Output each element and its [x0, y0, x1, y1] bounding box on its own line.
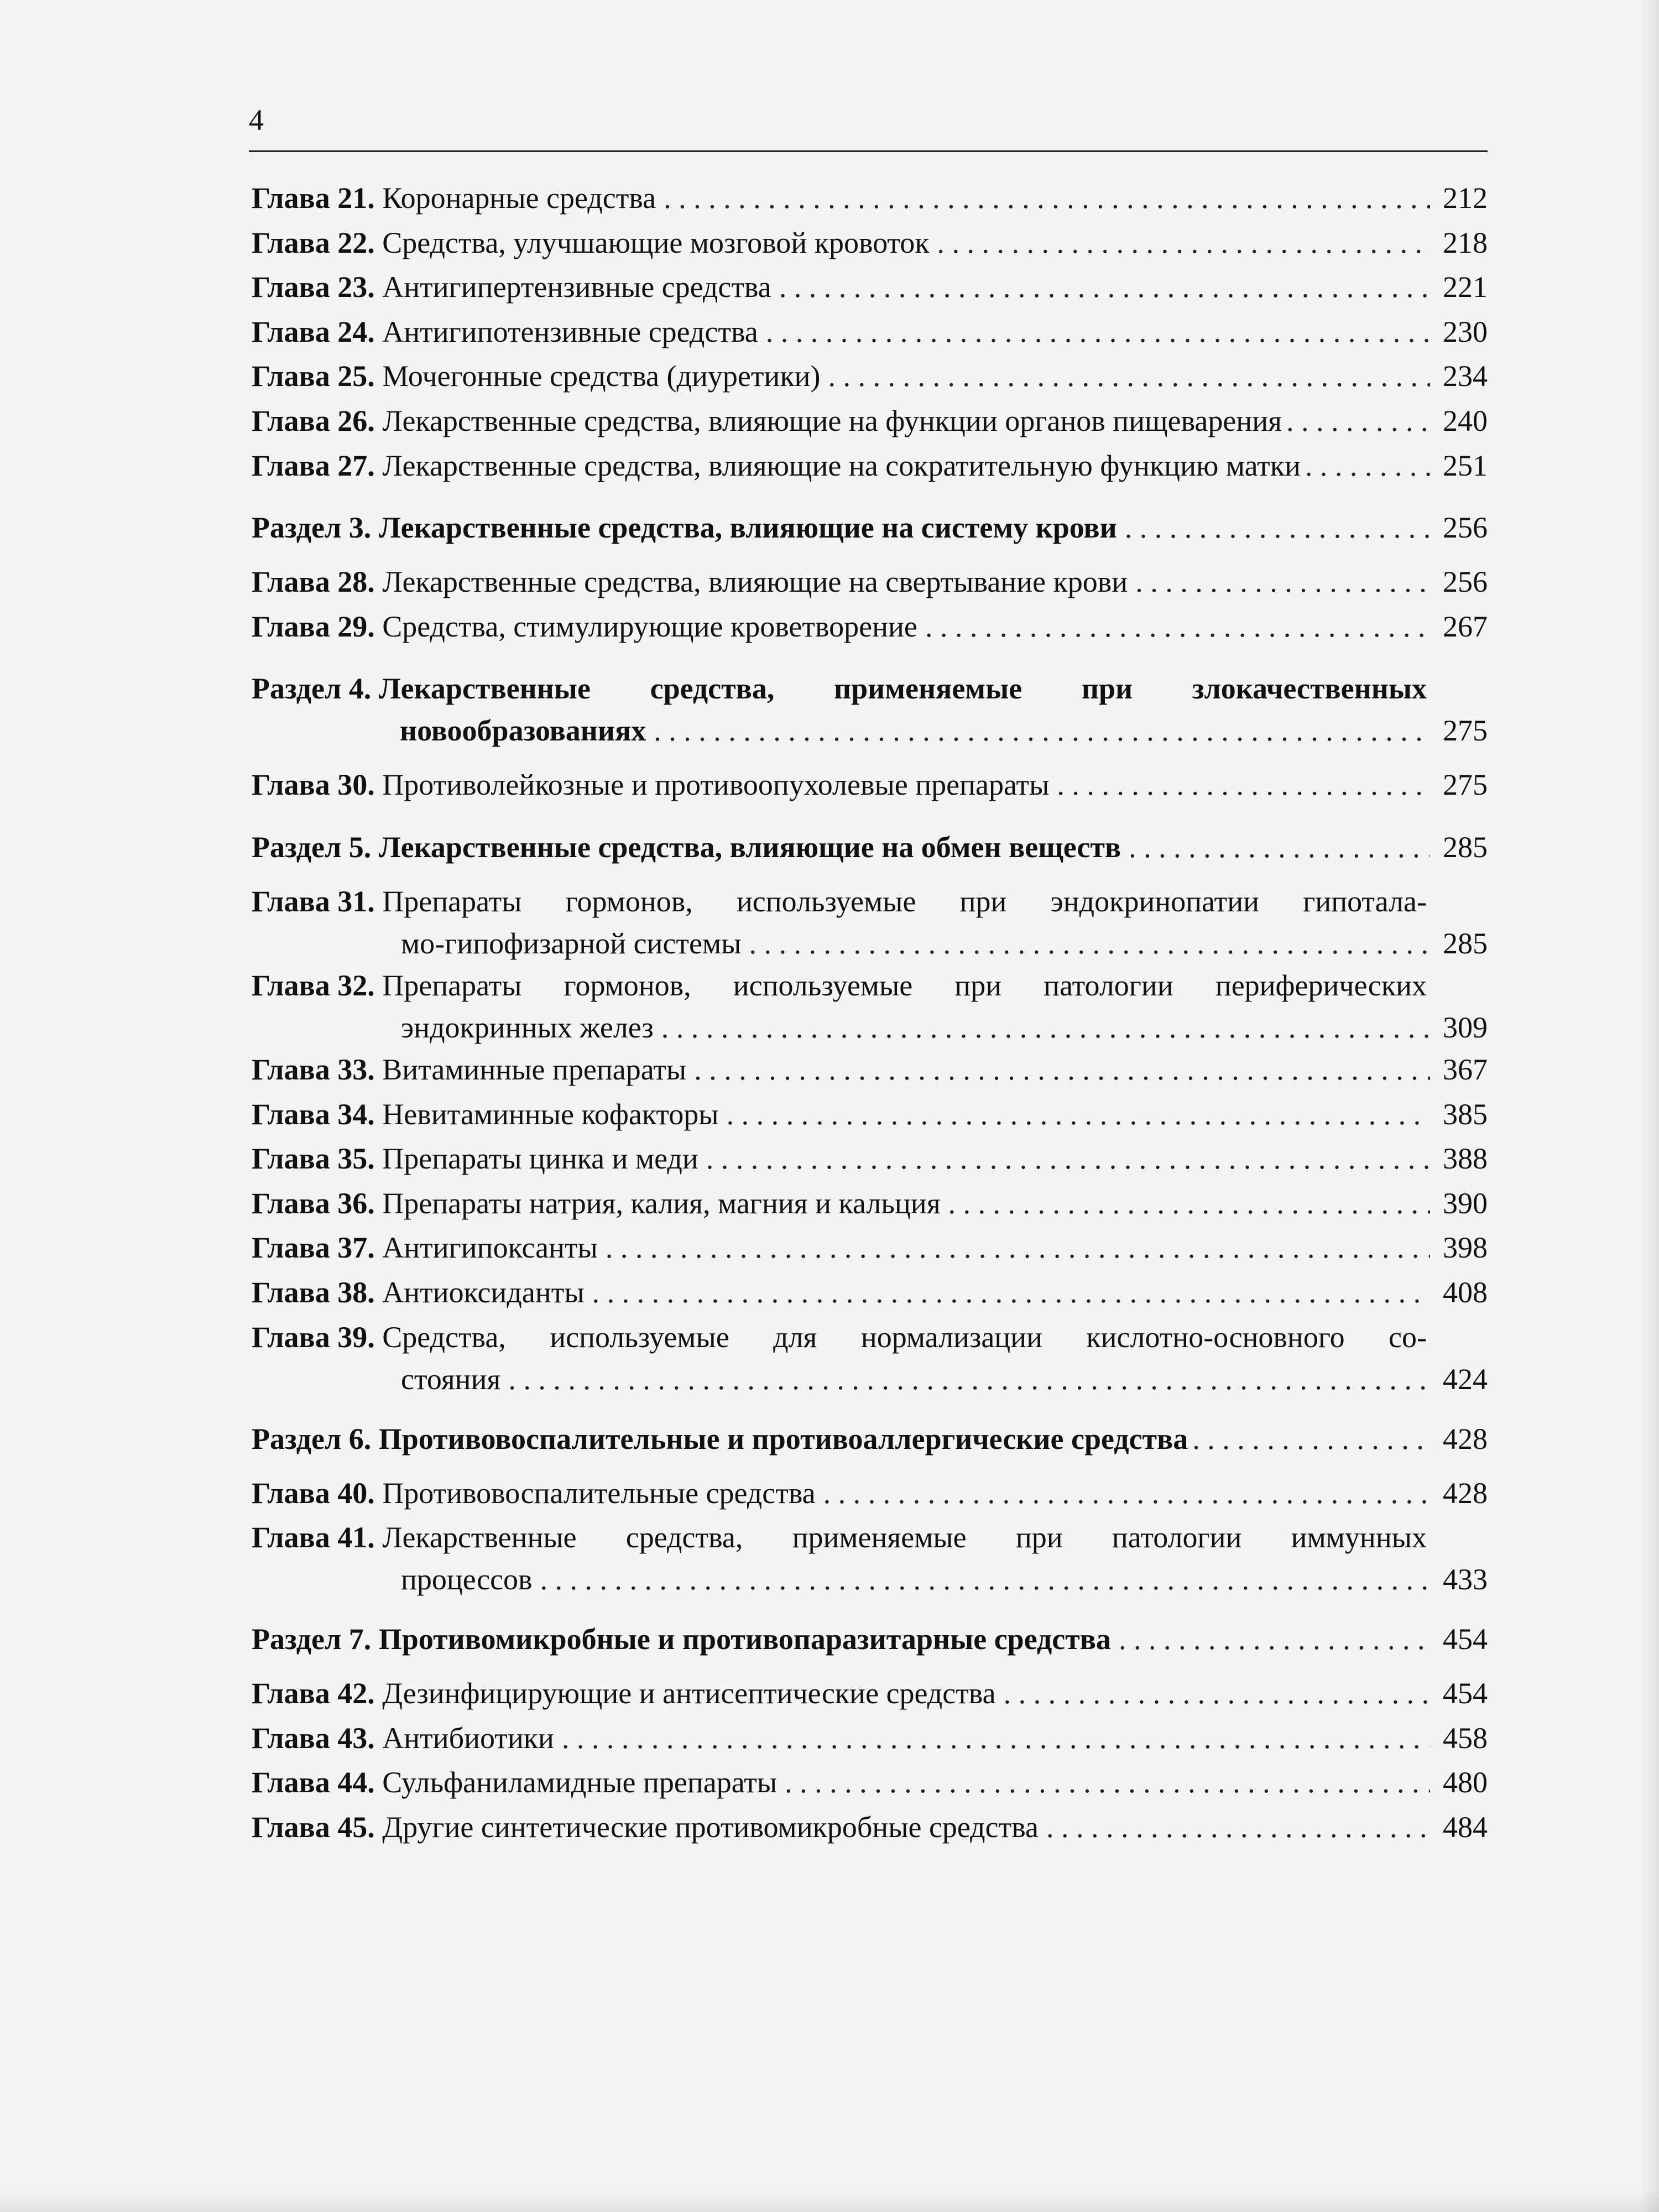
entry-page-number: 218 [1443, 226, 1488, 259]
entry-page-number: 256 [1443, 511, 1488, 545]
leader-dots [779, 266, 1430, 308]
leader-dots [1286, 400, 1433, 442]
entry-title: Препараты цинка и меди [382, 1142, 698, 1176]
leader-dots [1004, 1672, 1430, 1714]
leader-dots [1192, 1418, 1433, 1460]
entry-label: Раздел 3. [252, 511, 372, 545]
entry-page-number: 367 [1443, 1052, 1488, 1086]
entry-label: Глава 45. [252, 1810, 375, 1844]
entry-page-number: 408 [1443, 1275, 1488, 1309]
entry-title: Противомикробные и противопаразитарные средства [378, 1623, 1111, 1656]
entry-title: Противовоспалительные и противоаллергические средства [378, 1422, 1188, 1455]
entry-title: Лекарственные средства, влияющие на систему крови [378, 511, 1117, 545]
entry-title: Антигипотензивные средства [382, 315, 758, 348]
entry-label: Глава 32. [252, 968, 375, 1002]
entry-page-number: 256 [1443, 565, 1488, 599]
entry-label: Глава 29. [252, 609, 375, 643]
entry-page-number: 388 [1443, 1142, 1488, 1176]
entry-title: Средства, улучшающие мозговой кровоток [382, 226, 930, 259]
toc-entry-chapter-35[interactable] [252, 1138, 1488, 1182]
entry-title: Лекарственные средства, влияющие на свертывание крови [382, 565, 1128, 599]
entry-label: Глава 38. [252, 1275, 375, 1309]
entry-page-number: 428 [1443, 1476, 1488, 1510]
toc-entry-section-7[interactable] [252, 1618, 1488, 1660]
leader-dots [828, 355, 1430, 397]
toc-entry-chapter-33[interactable] [252, 1048, 1488, 1093]
entry-page-number: 454 [1443, 1677, 1488, 1710]
entry-page-number: 428 [1443, 1422, 1488, 1455]
entry-label: Глава 28. [252, 565, 375, 599]
leader-dots [749, 922, 1430, 964]
entry-page-number: 234 [1443, 359, 1488, 393]
toc-entry-chapter-36[interactable] [252, 1182, 1488, 1227]
entry-page-number: 285 [1443, 830, 1488, 864]
entry-page-number: 385 [1443, 1097, 1488, 1131]
toc-entry-chapter-38[interactable] [252, 1271, 1488, 1316]
leader-dots [1046, 1806, 1430, 1848]
entry-title: Противовоспалительные средства [382, 1476, 816, 1510]
entry-title: Коронарные средства [382, 181, 656, 215]
entry-title: Средства, стимулирующие кроветворение [382, 609, 917, 643]
toc-entry-chapter-34[interactable] [252, 1093, 1488, 1138]
leader-dots [948, 1182, 1430, 1224]
entry-title: Невитаминные кофакторы [382, 1097, 719, 1131]
leader-dots [937, 222, 1430, 264]
entry-label: Раздел 4. [252, 672, 372, 706]
leader-dots [562, 1717, 1430, 1759]
entry-page-number: 267 [1443, 609, 1488, 643]
entry-title-line-1: Препараты гормонов, используемые при эндокринопатии гипотала- [382, 884, 1427, 918]
entry-label: Глава 34. [252, 1097, 375, 1131]
entry-title: Другие синтетические противомикробные средства [382, 1810, 1039, 1844]
toc-entry-section-5[interactable] [252, 826, 1488, 868]
entry-page-number: 458 [1443, 1721, 1488, 1755]
entry-title: Препараты натрия, калия, магния и кальция [382, 1186, 941, 1220]
toc-entry-chapter-26[interactable] [252, 400, 1488, 445]
entry-label: Глава 36. [252, 1186, 375, 1220]
entry-title-line-1: Лекарственные средства, применяемые при патологии иммунных [382, 1521, 1427, 1554]
entry-title-line-1: Средства, используемые для нормализации кислотно-основного со- [382, 1320, 1427, 1354]
toc-entry-chapter-28[interactable] [252, 561, 1488, 606]
entry-page-number: 433 [1443, 1563, 1488, 1597]
entry-page-number: 285 [1443, 926, 1488, 960]
entry-title-line-2: эндокринных желез [401, 1010, 654, 1044]
entry-page-number: 221 [1443, 270, 1488, 304]
entry-title: Антиоксиданты [382, 1275, 585, 1309]
entry-label: Глава 23. [252, 270, 375, 304]
toc-entry-chapter-23[interactable] [252, 266, 1488, 311]
leader-dots [1129, 826, 1430, 868]
toc-entry-chapter-39[interactable] [252, 1316, 1488, 1400]
entry-page-number: 309 [1443, 1010, 1488, 1044]
entry-label: Глава 41. [252, 1521, 375, 1554]
entry-label: Раздел 5. [252, 830, 372, 864]
toc-entry-chapter-30[interactable] [252, 764, 1488, 808]
page-edge-shadow [1639, 0, 1659, 2212]
entry-page-number: 275 [1443, 768, 1488, 802]
entry-title-line-1: Препараты гормонов, используемые при патологии периферических [382, 968, 1427, 1002]
toc-entry-chapter-27[interactable] [252, 445, 1488, 489]
entry-label: Глава 24. [252, 315, 375, 348]
entry-label: Глава 25. [252, 359, 375, 393]
leader-dots [766, 311, 1430, 353]
header-divider [249, 150, 1488, 152]
entry-label: Глава 27. [252, 448, 375, 482]
leader-dots [661, 1006, 1430, 1048]
entry-title: Антибиотики [382, 1721, 554, 1755]
entry-title: Витаминные препараты [382, 1052, 687, 1086]
leader-dots [654, 709, 1430, 752]
toc-entry-chapter-41[interactable] [252, 1516, 1488, 1600]
toc-entry-section-6[interactable] [252, 1418, 1488, 1460]
entry-label: Глава 44. [252, 1766, 375, 1799]
entry-page-number: 424 [1443, 1362, 1488, 1396]
toc-entry-chapter-22[interactable] [252, 222, 1488, 267]
toc-entry-section-4[interactable] [252, 667, 1488, 752]
entry-label: Глава 26. [252, 404, 375, 437]
toc-entry-chapter-24[interactable] [252, 311, 1488, 356]
leader-dots [823, 1472, 1430, 1514]
leader-dots [785, 1761, 1430, 1803]
entry-label: Глава 42. [252, 1677, 375, 1710]
leader-dots [508, 1358, 1430, 1400]
entry-title-line-2: мо-гипофизарной системы [401, 926, 742, 960]
entry-title-line-2: стояния [401, 1362, 501, 1396]
leader-dots [925, 606, 1430, 648]
entry-page-number: 212 [1443, 181, 1488, 215]
leader-dots [727, 1093, 1430, 1135]
leader-dots [706, 1138, 1430, 1180]
entry-title: Противолейкозные и противоопухолевые препараты [382, 768, 1050, 802]
entry-page-number: 398 [1443, 1231, 1488, 1265]
entry-title-line-2: новообразованиях [400, 714, 646, 748]
leader-dots [592, 1271, 1430, 1313]
page-bottom-shadow [0, 2190, 1659, 2212]
leader-dots [540, 1558, 1430, 1600]
toc-entry-section-3[interactable] [252, 507, 1488, 549]
entry-page-number: 240 [1443, 404, 1488, 437]
entry-label: Глава 39. [252, 1320, 375, 1354]
entry-label: Раздел 6. [252, 1422, 372, 1455]
leader-dots [1305, 445, 1433, 487]
entry-title: Антигипоксанты [382, 1231, 598, 1265]
entry-title: Дезинфицирующие и антисептические средства [382, 1677, 996, 1710]
entry-label: Глава 22. [252, 226, 375, 259]
toc-entry-chapter-25[interactable] [252, 355, 1488, 400]
leader-dots [1119, 1618, 1430, 1660]
entry-label: Глава 35. [252, 1142, 375, 1176]
entry-title: Мочегонные средства (диуретики) [382, 359, 821, 393]
page-number: 4 [249, 103, 264, 137]
entry-title: Сульфаниламидные препараты [382, 1766, 778, 1799]
entry-page-number: 480 [1443, 1766, 1488, 1799]
leader-dots [1135, 561, 1430, 603]
entry-title: Лекарственные средства, влияющие на сократительную функцию матки [382, 448, 1301, 482]
toc-entry-chapter-43[interactable] [252, 1717, 1488, 1762]
entry-label: Глава 31. [252, 884, 375, 918]
entry-page-number: 230 [1443, 315, 1488, 348]
entry-page-number: 454 [1443, 1623, 1488, 1656]
leader-dots [1125, 507, 1430, 549]
toc-entry-chapter-42[interactable] [252, 1672, 1488, 1717]
toc-entry-chapter-21[interactable] [252, 177, 1488, 222]
entry-label: Глава 30. [252, 768, 375, 802]
entry-label: Глава 43. [252, 1721, 375, 1755]
entry-title: Антигипертензивные средства [382, 270, 771, 304]
entry-label: Глава 21. [252, 181, 375, 215]
leader-dots [694, 1048, 1430, 1091]
table-of-contents [252, 177, 1488, 1850]
entry-page-number: 484 [1443, 1810, 1488, 1844]
entry-title: Лекарственные средства, влияющие на функции органов пищеварения [382, 404, 1282, 437]
entry-title: Лекарственные средства, влияющие на обмен веществ [378, 830, 1121, 864]
toc-entry-chapter-37[interactable] [252, 1227, 1488, 1271]
toc-entry-chapter-44[interactable] [252, 1761, 1488, 1806]
entry-label: Глава 33. [252, 1052, 375, 1086]
toc-entry-chapter-29[interactable] [252, 606, 1488, 650]
leader-dots [664, 177, 1430, 219]
entry-title-line-1: Лекарственные средства, применяемые при злокачественных [378, 672, 1427, 706]
toc-entry-chapter-45[interactable] [252, 1806, 1488, 1851]
toc-entry-chapter-32[interactable] [252, 964, 1488, 1048]
leader-dots [606, 1227, 1430, 1269]
entry-page-number: 251 [1443, 448, 1488, 482]
entry-title-line-2: процессов [401, 1563, 533, 1597]
toc-entry-chapter-40[interactable] [252, 1472, 1488, 1517]
toc-entry-chapter-31[interactable] [252, 880, 1488, 964]
entry-page-number: 275 [1443, 714, 1488, 748]
leader-dots [1057, 764, 1430, 806]
entry-label: Глава 40. [252, 1476, 375, 1510]
entry-label: Глава 37. [252, 1231, 375, 1265]
entry-label: Раздел 7. [252, 1623, 372, 1656]
entry-page-number: 390 [1443, 1186, 1488, 1220]
